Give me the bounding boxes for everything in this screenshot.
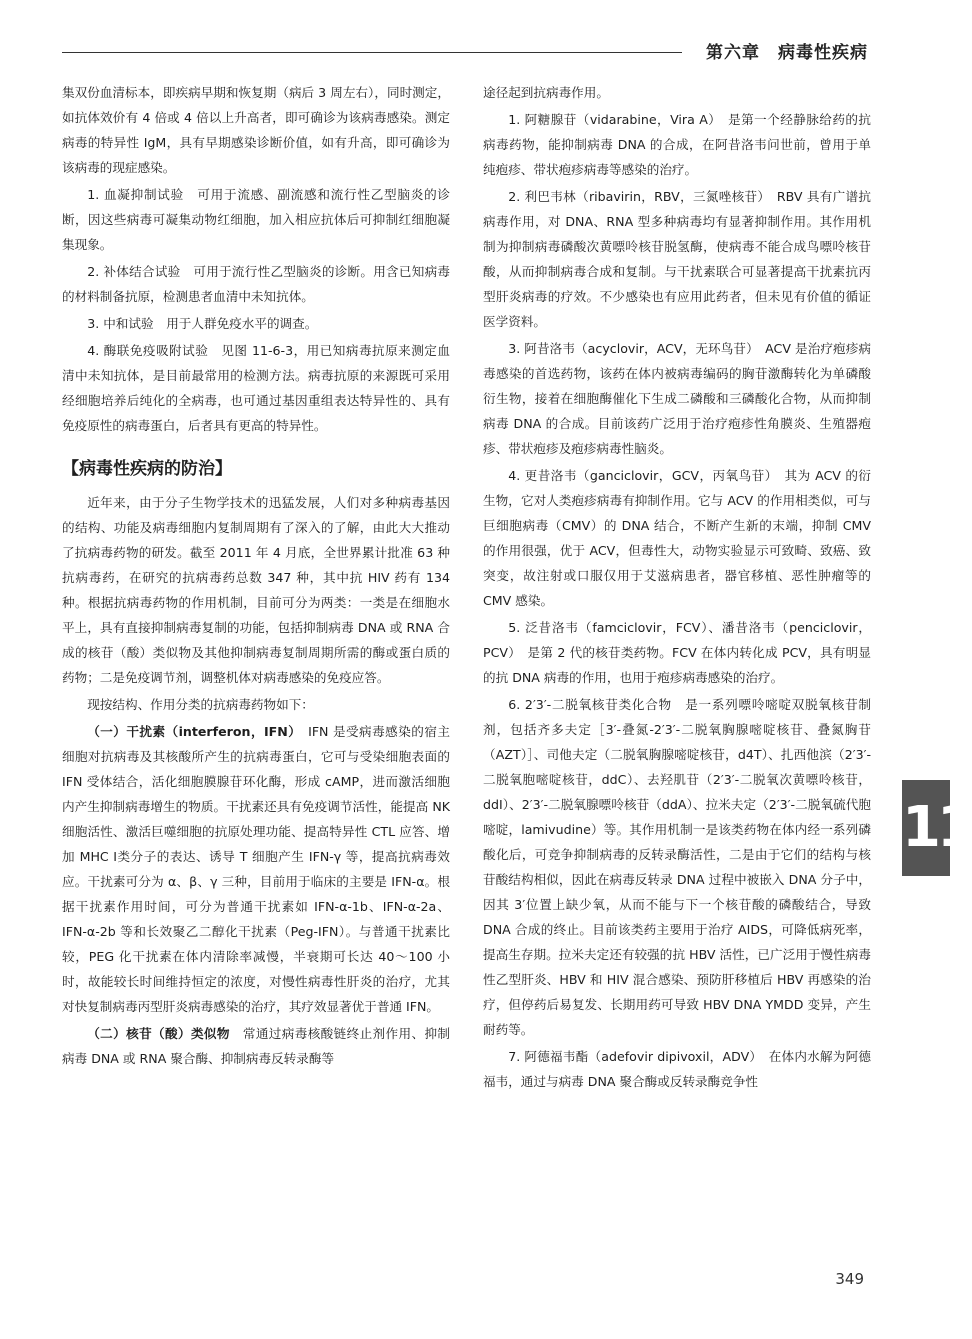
item-text: 用于人群免疫水平的调查。 [153,316,318,331]
drug-item [483,184,871,334]
drug-item [483,1044,871,1094]
test-item [62,182,450,257]
drug-class-item [62,1021,450,1071]
item-label: 7. 阿德福韦酯（adefovir dipivoxil，ADV） [508,1049,756,1064]
drug-item [483,692,871,1042]
item-label: 5. 泛昔洛韦（famciclovir，FCV）、潘昔洛韦（penciclovir，PCV） [483,620,871,660]
item-text: 可用于流感、副流感和流行性乙型脑炎的诊断，因这些病毒可凝集动物红细胞，加入相应抗体后可抑制红细胞凝集现象。 [62,187,450,252]
item-label: 2. 补体结合试验 [87,264,181,279]
item-label: 4. 酶联免疫吸附试验 [87,343,209,358]
item-label: 4. 更昔洛韦（ganciclovir，GCV，丙氧鸟苷） [508,468,772,483]
section-heading: 【病毒性疾病的防治】 [62,459,232,479]
item-label: （二）核苷（酸）类似物 [87,1026,230,1041]
item-text: 见图 11-6-3，用已知病毒抗原来测定血清中未知抗体，是目前最常用的检测方法。病毒抗原的来源既可采用经细胞培养后纯化的全病毒，也可通过基因重组表达特异性的、具有免疫原性的病毒蛋白，后者具有更高的特异性。 [62,343,450,433]
item-text: 在体内水解为阿德福韦，通过与病毒 DNA 聚合酶或反转录酶竞争性 [483,1049,872,1089]
item-label: 2. 利巴韦林（ribavirin，RBV，三氮唑核苷） [508,189,765,204]
paragraph: 近年来，由于分子生物学技术的迅猛发展，人们对多种病毒基因的结构、功能及病毒细胞内复制周期有了深入的了解，由此大大推动了抗病毒药物的研发。截至 2011 年 4 月底，全世界累计批准 63 种抗病毒药，在研究的抗病毒药总数 347 种，其中抗 HIV 药有 134 种。根据抗病毒药物的作用机制，目前可分为两类：一类是在细胞水平上，具有直接抑制病毒复制的功能，包括抑制病毒 DNA 或 RNA 合成的核苷（酸）类似物及其他抑制病毒复制周期所需的酶或蛋白质的药物；二是免疫调节剂，调整机体对病毒感染的免疫应答。 [62,495,450,685]
drug-item [483,336,871,461]
item-text: 是一系列嘌呤嘧啶双脱氧核苷制剂，包括齐多夫定［3′-叠氮-2′3′-二脱氧胸腺嘧啶核苷、叠氮胸苷（AZT）］、司他夫定（二脱氧胸腺嘧啶核苷，d4T）、扎西他滨（2′3′-二脱氧胞嘧啶核苷，ddC）、去羟肌苷（2′3′-二脱氧次黄嘌呤核苷，ddI）、2′3′-二脱氧腺嘌呤核苷（ddA）、拉米夫定（2′3′-二脱氧硫代胞嘧啶，lamivudine）等。其作用机制一是该类药物在体内经一系列磷酸化后，可竞争抑制病毒的反转录酶活性，二是由于它们的结构与核苷酸结构相似，因此在病毒反转录 DNA 过程中被嵌入 DNA 分子中，因其 3′位置上缺少氧，从而不能与下一个核苷酸的磷酸结合，导致 DNA 合成的终止。目前该类药主要用于治疗 AIDS，可降低病死率，提高生存期。拉米夫定还有较强的抗 HBV 活性，已广泛用于慢性病毒性乙型肝炎、HBV 和 HIV 混合感染、预防肝移植后 HBV 再感染的治疗，但停药后易复发、长期用药可导致 HBV DNA YMDD 变异，产生耐药等。 [483,697,872,1037]
chapter-title: 第六章 病毒性疾病 [706,43,868,63]
item-label: 3. 中和试验 [87,316,154,331]
item-text: ACV 是治疗疱疹病毒感染的首选药物，该药在体内被病毒编码的胸苷激酶转化为单磷酸衍生物，接着在细胞酶催化下生成二磷酸和三磷酸化合物，从而抑制病毒 DNA 的合成。目前该药广泛用于治疗疱疹性角膜炎、生殖器疱疹、带状疱疹及疱疹病毒性脑炎。 [483,341,872,456]
left-column [62,80,450,1073]
item-label: 6. 2′3′-二脱氧核苷类化合物 [508,697,672,712]
item-text: RBV 具有广谱抗病毒作用，对 DNA、RNA 型多种病毒均有显著抑制作用。其作用机制为抑制病毒磷酸次黄嘌呤核苷脱氢酶，使病毒不能合成鸟嘌呤核苷酸，从而抑制病毒合成和复制。与干扰素联合可显著提高干扰素抗丙型肝炎病毒的疗效。不少感染也有应用此药者，但未见有价值的循证医学资料。 [483,189,871,329]
drug-class-item [62,719,450,1019]
test-item [62,338,450,438]
paragraph: 集双份血清标本，即疾病早期和恢复期（病后 3 周左右），同时测定，如抗体效价有 4 倍或 4 倍以上升高者，即可确诊为该病毒感染。测定病毒的特异性 IgM，具有早期感染诊断价值，如有升高，即可确诊为该病毒的现症感染。 [62,85,450,175]
item-label: 1. 阿糖腺苷（vidarabine，Vira A） [508,112,716,127]
item-text: 常通过病毒核酸链终止剂作用、抑制病毒 DNA 或 RNA 聚合酶、抑制病毒反转录酶等 [62,1026,451,1066]
page-number: 349 [835,1270,864,1288]
item-text: IFN 是受病毒感染的宿主细胞对抗病毒及其核酸所产生的抗病毒蛋白，它可与受染细胞表面的 IFN 受体结合，活化细胞膜腺苷环化酶，形成 cAMP，进而激活细胞内产生抑制病毒增生的物质。干扰素还具有免疫调节活性，能提高 NK 细胞活性、激活巨噬细胞的抗原处理功能、提高特异性 CTL 应答、增加 MHC Ⅰ类分子的表达、诱导 T 细胞产生 IFN-γ 等，提高抗病毒效应。干扰素可分为 α、β、γ 三种，目前用于临床的主要是 IFN-α。根据干扰素作用时间，可分为普通干扰素如 IFN-α-1b、IFN-α-2a、IFN-α-2b 等和长效聚乙二醇化干扰素（Peg-IFN）。与普通干扰素比较，PEG 化干扰素在体内清除率减慢，半衰期可长达 40～100 小时，故能较长时间维持恒定的浓度，对慢性病毒性肝炎的治疗，尤其对快复制病毒丙型肝炎病毒感染的治疗，其疗效显著优于普通 IFN。 [62,724,450,1014]
item-label: 1. 血凝抑制试验 [87,187,184,202]
drug-item [483,107,871,182]
paragraph: 途径起到抗病毒作用。 [483,85,609,100]
item-label: 3. 阿昔洛韦（acyclovir，ACV，无环鸟苷） [508,341,753,356]
item-text: 可用于流行性乙型脑炎的诊断。用含已知病毒的材料制备抗原，检测患者血清中未知抗体。 [62,264,450,304]
chapter-tab: 11 [902,780,950,876]
paragraph: 现按结构、作用分类的抗病毒药物如下： [87,697,314,712]
test-item [62,311,450,336]
item-text: 是第一个经静脉给药的抗病毒药物，能抑制病毒 DNA 的合成，在阿昔洛韦问世前，曾用于单纯疱疹、带状疱疹病毒等感染的治疗。 [483,112,871,177]
right-column [483,80,871,1096]
test-item [62,259,450,309]
item-text: 是第 2 代的核苷类药物。FCV 在体内转化成 PCV，具有明显的抗 DNA 病毒的作用，也用于疱疹病毒感染的治疗。 [483,645,872,685]
item-label: （一）干扰素（interferon，IFN） [87,724,296,739]
item-text: 其为 ACV 的衍生物，它对人类疱疹病毒有抑制作用。它与 ACV 的作用相类似，可与巨细胞病毒（CMV）的 DNA 结合，不断产生新的末端，抑制 CMV 的作用很强，优于 ACV，但毒性大，动物实验显示可致畸、致癌、致突变，故注射或口服仅用于艾滋病患者，器官移植、恶性肿瘤等的 CMV 感染。 [483,468,872,608]
drug-item [483,463,871,613]
drug-item [483,615,871,690]
header-rule [62,52,682,53]
